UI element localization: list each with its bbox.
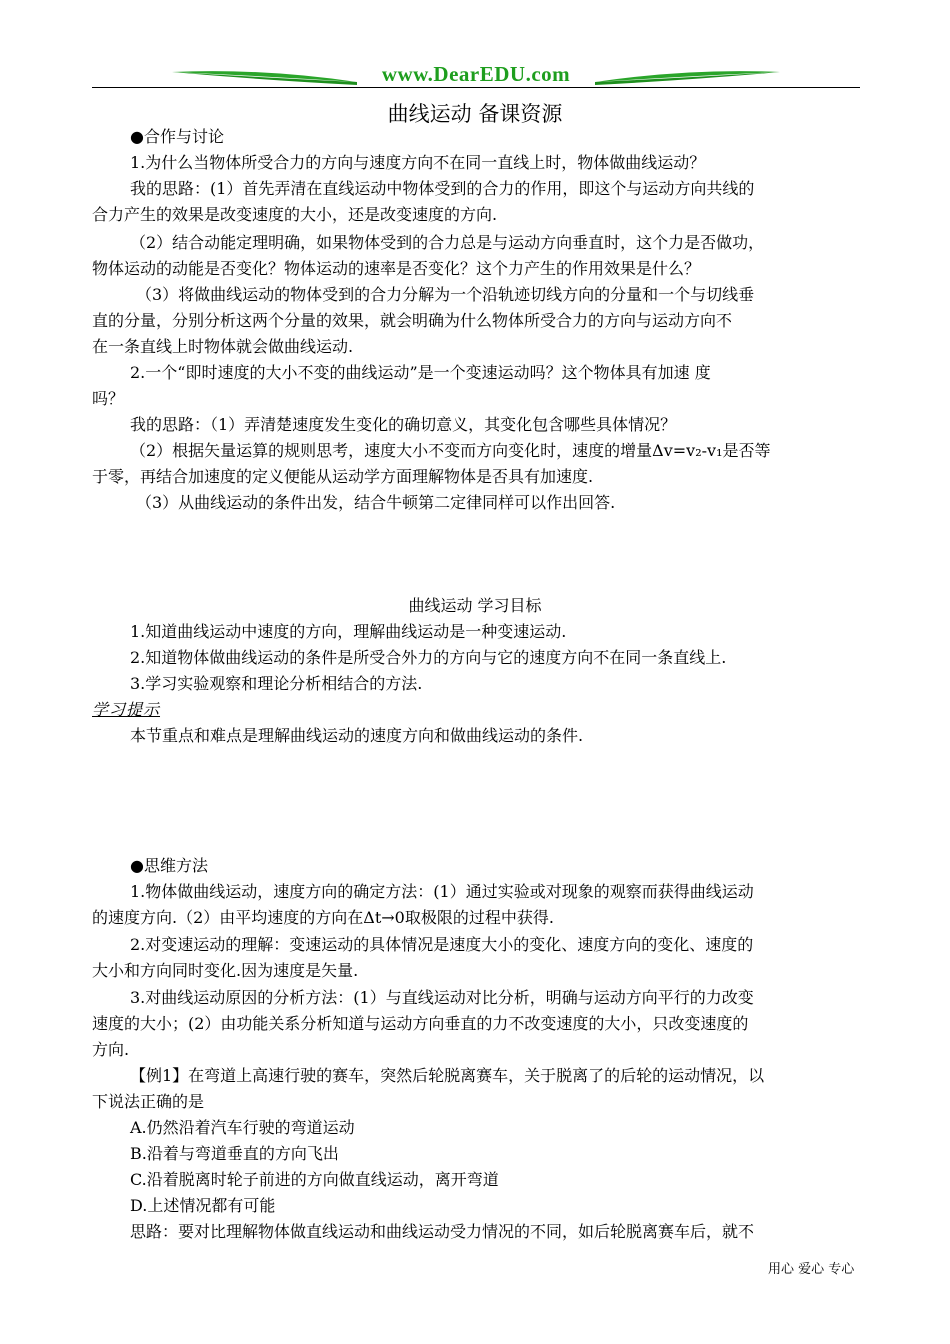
option-a: A.仍然沿着汽车行驶的弯道运动 bbox=[130, 1118, 355, 1137]
thinking-line: 思路：要对比理解物体做直线运动和曲线运动受力情况的不同，如后轮脱离赛车后，就不 bbox=[130, 1222, 755, 1241]
option-d: D.上述情况都有可能 bbox=[130, 1196, 276, 1215]
q1-answer-3-line2: 直的分量，分别分析这两个分量的效果，就会明确为什么物体所受合力的方向与运动方向不 bbox=[92, 311, 733, 330]
site-logo-text[interactable]: www.DearEDU.com bbox=[381, 62, 571, 86]
q1-answer-2-line2: 物体运动的动能是否变化？物体运动的速率是否变化？这个力产生的作用效果是什么？ bbox=[92, 259, 701, 278]
example-1-line1: 【例1】在弯道上高速行驶的赛车，突然后轮脱离赛车，关于脱离了的后轮的运动情况，以 bbox=[130, 1066, 765, 1085]
goal-1: 1.知道曲线运动中速度的方向，理解曲线运动是一种变速运动. bbox=[130, 622, 567, 641]
method-3-line1: 3.对曲线运动原因的分析方法：(1）与直线运动对比分析，明确与运动方向平行的力改变 bbox=[130, 988, 754, 1007]
section-heading-discussion: ●合作与讨论 bbox=[130, 127, 224, 146]
method-2-line2: 大小和方向同时变化.因为速度是矢量. bbox=[92, 961, 359, 980]
q1-answer-3-line3: 在一条直线上时物体就会做曲线运动. bbox=[92, 337, 354, 356]
method-3-line2: 速度的大小；(2）由功能关系分析知道与运动方向垂直的力不改变速度的大小，只改变速度的 bbox=[92, 1014, 749, 1033]
method-2-line1: 2.对变速运动的理解：变速运动的具体情况是速度大小的变化、速度方向的变化、速度的 bbox=[130, 935, 754, 954]
q2-answer-2-line1: （2）根据矢量运算的规则思考，速度大小不变而方向变化时，速度的增量Δv=v₂-v₁是否等 bbox=[130, 441, 771, 460]
header-rule bbox=[92, 87, 860, 88]
method-3-line3: 方向. bbox=[92, 1040, 130, 1059]
q2-answer-2-line2: 于零，再结合加速度的定义便能从运动学方面理解物体是否具有加速度. bbox=[92, 467, 594, 486]
q1-answer-1-line2: 合力产生的效果是改变速度的大小，还是改变速度的方向. bbox=[92, 205, 498, 224]
question-2-line1: 2.一个“即时速度的大小不变的曲线运动”是一个变速运动吗？这个物体具有加速 度 bbox=[130, 363, 711, 382]
q2-answer-1: 我的思路：（1）弄清楚速度发生变化的确切意义，其变化包含哪些具体情况？ bbox=[130, 415, 677, 434]
q2-answer-3: （3）从曲线运动的条件出发，结合牛顿第二定律同样可以作出回答. bbox=[136, 493, 616, 512]
goal-2: 2.知道物体做曲线运动的条件是所受合外力的方向与它的速度方向不在同一条直线上. bbox=[130, 648, 727, 667]
footer-text: 用心 爱心 专心 bbox=[768, 1262, 855, 1277]
tips-heading bbox=[92, 697, 860, 723]
header-banner bbox=[92, 58, 860, 94]
method-1-line2: 的速度方向.（2）由平均速度的方向在Δt→0取极限的过程中获得. bbox=[92, 908, 554, 927]
goal-3: 3.学习实验观察和理论分析相结合的方法. bbox=[130, 674, 423, 693]
goals-title: 曲线运动 学习目标 bbox=[408, 596, 542, 615]
q1-answer-1-line1: 我的思路：(1）首先弄清在直线运动中物体受到的合力的作用，即这个与运动方向共线的 bbox=[130, 179, 755, 198]
q1-answer-3-line1: （3）将做曲线运动的物体受到的合力分解为一个沿轨迹切线方向的分量和一个与切线垂 bbox=[136, 285, 755, 304]
method-1-line1: 1.物体做曲线运动，速度方向的确定方法：(1）通过实验或对现象的观察而获得曲线运动 bbox=[130, 882, 754, 901]
q1-answer-2-line1: （2）结合动能定理明确，如果物体受到的合力总是与运动方向垂直时，这个力是否做功， bbox=[130, 233, 765, 252]
question-2-line2: 吗？ bbox=[92, 389, 125, 408]
example-1-line2: 下说法正确的是 bbox=[92, 1092, 205, 1111]
tips-text: 本节重点和难点是理解曲线运动的速度方向和做曲线运动的条件. bbox=[130, 726, 584, 745]
option-c: C.沿着脱离时轮子前进的方向做直线运动，离开弯道 bbox=[130, 1170, 499, 1189]
tips-heading-text: 学习提示 bbox=[92, 700, 161, 719]
page-title: 曲线运动 备课资源 bbox=[387, 102, 563, 126]
option-b: B.沿着与弯道垂直的方向飞出 bbox=[130, 1144, 339, 1163]
question-1: 1.为什么当物体所受合力的方向与速度方向不在同一直线上时，物体做曲线运动？ bbox=[130, 153, 706, 172]
section-heading-methods: ●思维方法 bbox=[130, 856, 208, 875]
